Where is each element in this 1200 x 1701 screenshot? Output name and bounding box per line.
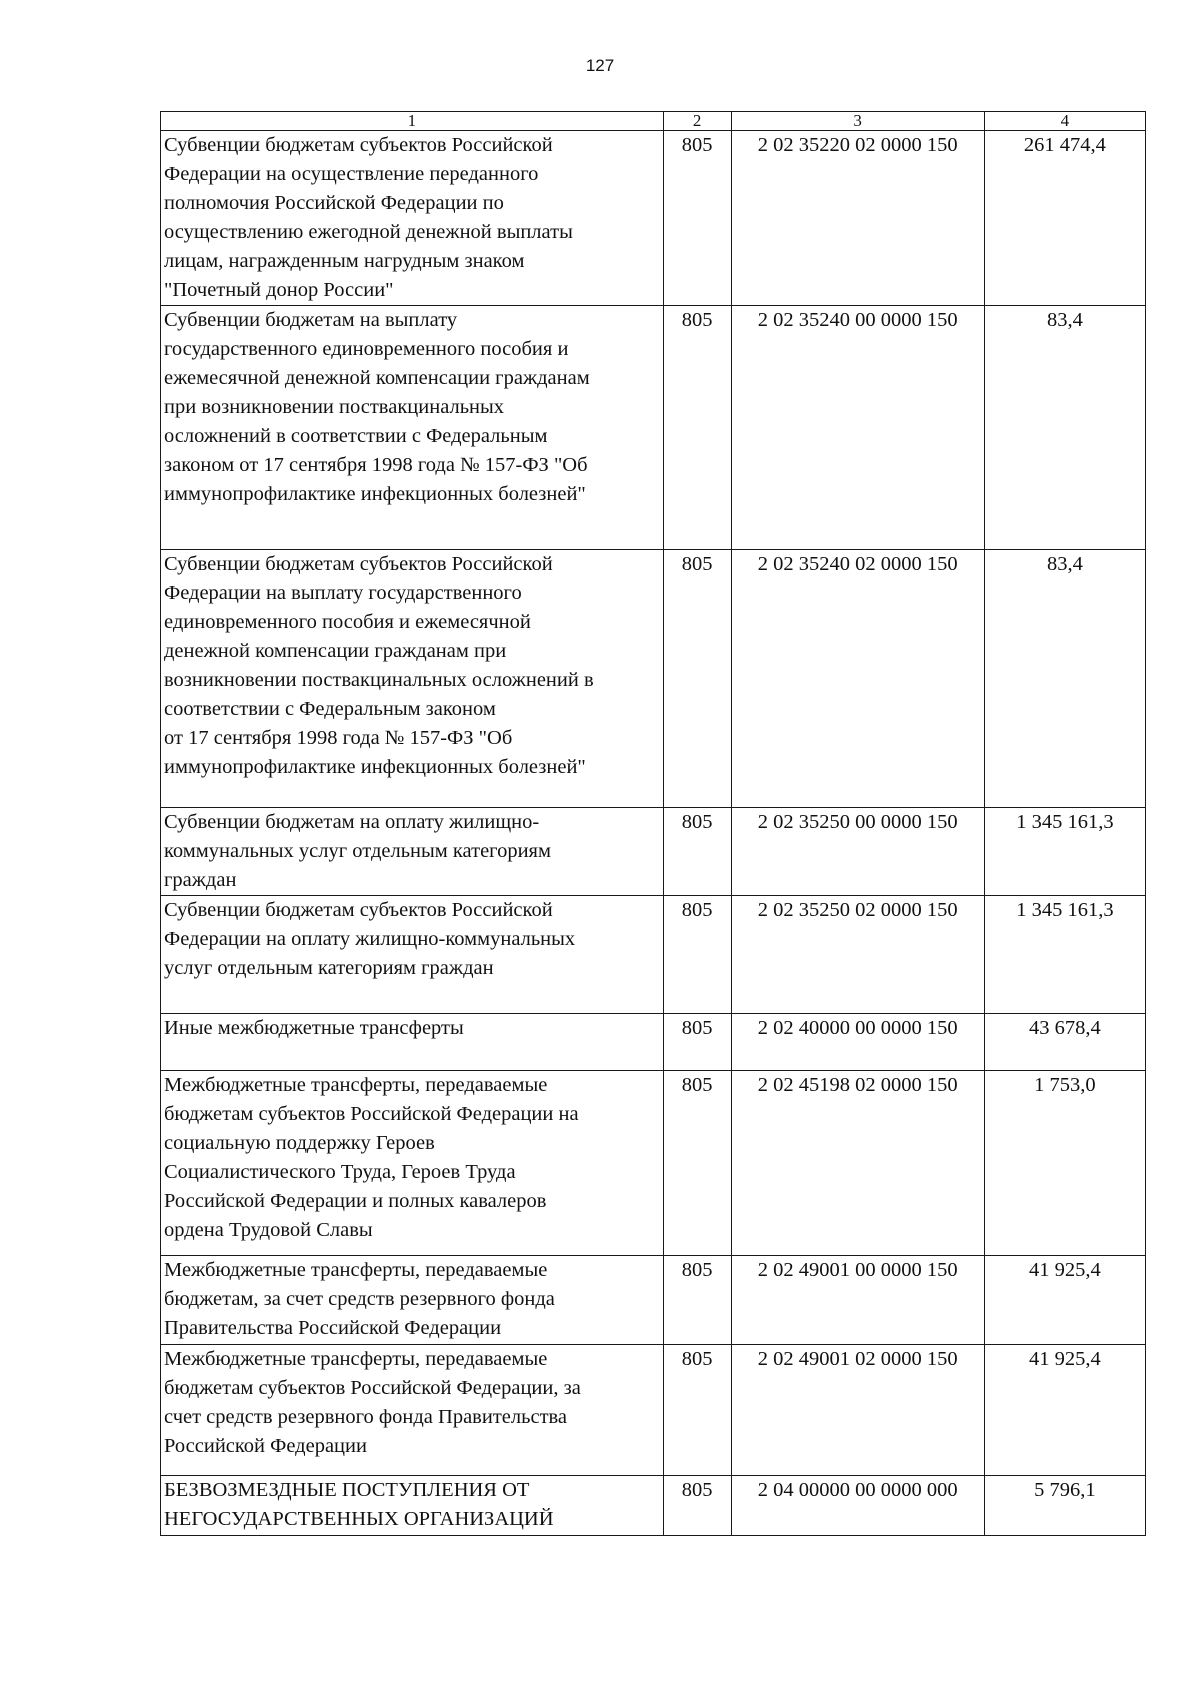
row-name: БЕЗВОЗМЕЗДНЫЕ ПОСТУПЛЕНИЯ ОТ НЕГОСУДАРСТВЕННЫХ ОРГАНИЗАЦИЙ bbox=[161, 1476, 664, 1536]
row-name: Субвенции бюджетам субъектов Российской Федерации на осуществление переданного полномочия Российской Федерации по осуществлению ежегодной денежной выплаты лицам, награжденным нагрудным знаком "Почетный донор России" bbox=[161, 131, 664, 306]
row-budget-code: 2 02 49001 00 0000 150 bbox=[731, 1256, 984, 1345]
row-amount: 83,4 bbox=[984, 550, 1145, 808]
row-admin-code: 805 bbox=[663, 1476, 731, 1536]
row-amount: 41 925,4 bbox=[984, 1345, 1145, 1476]
table-row bbox=[161, 550, 1146, 808]
row-amount: 43 678,4 bbox=[984, 1014, 1145, 1071]
row-admin-code: 805 bbox=[663, 896, 731, 1014]
table-row bbox=[161, 306, 1146, 550]
table-row bbox=[161, 808, 1146, 896]
row-name: Субвенции бюджетам на выплату государственного единовременного пособия и ежемесячной денежной компенсации гражданам при возникновении поствакцинальных осложнений в соответствии с Федеральным законом от 17 сентября 1998 года № 157-ФЗ "Об иммунопрофилактике инфекционных болезней" bbox=[161, 306, 664, 550]
row-amount: 1 345 161,3 bbox=[984, 808, 1145, 896]
row-budget-code: 2 02 35220 02 0000 150 bbox=[731, 131, 984, 306]
row-budget-code: 2 02 40000 00 0000 150 bbox=[731, 1014, 984, 1071]
column-header-3: 3 bbox=[731, 112, 984, 131]
row-admin-code: 805 bbox=[663, 808, 731, 896]
row-amount: 261 474,4 bbox=[984, 131, 1145, 306]
table-row bbox=[161, 1476, 1146, 1536]
row-name: Межбюджетные трансферты, передаваемые бюджетам субъектов Российской Федерации на социальную поддержку Героев Социалистического Труда, Героев Труда Российской Федерации и полных кавалеров ордена Трудовой Славы bbox=[161, 1071, 664, 1256]
row-name: Субвенции бюджетам субъектов Российской Федерации на оплату жилищно-коммунальных услуг отдельным категориям граждан bbox=[161, 896, 664, 1014]
row-name: Иные межбюджетные трансферты bbox=[161, 1014, 664, 1071]
row-budget-code: 2 02 35250 00 0000 150 bbox=[731, 808, 984, 896]
row-admin-code: 805 bbox=[663, 306, 731, 550]
row-name: Субвенции бюджетам на оплату жилищно- коммунальных услуг отдельным категориям граждан bbox=[161, 808, 664, 896]
table-row bbox=[161, 896, 1146, 1014]
row-admin-code: 805 bbox=[663, 550, 731, 808]
row-budget-code: 2 02 35250 02 0000 150 bbox=[731, 896, 984, 1014]
row-admin-code: 805 bbox=[663, 131, 731, 306]
row-budget-code: 2 02 49001 02 0000 150 bbox=[731, 1345, 984, 1476]
row-admin-code: 805 bbox=[663, 1345, 731, 1476]
budget-table bbox=[160, 111, 1146, 1536]
row-amount: 83,4 bbox=[984, 306, 1145, 550]
header-row bbox=[161, 112, 1146, 131]
page-number: 127 bbox=[585, 56, 615, 75]
row-budget-code: 2 02 45198 02 0000 150 bbox=[731, 1071, 984, 1256]
row-amount: 1 345 161,3 bbox=[984, 896, 1145, 1014]
row-name: Субвенции бюджетам субъектов Российской Федерации на выплату государственного единовременного пособия и ежемесячной денежной компенсации гражданам при возникновении поствакцинальных осложнений в соответствии с Федеральным законом от 17 сентября 1998 года № 157-ФЗ "Об иммунопрофилактике инфекционных болезней" bbox=[161, 550, 664, 808]
row-name: Межбюджетные трансферты, передаваемые бюджетам, за счет средств резервного фонда Правительства Российской Федерации bbox=[161, 1256, 664, 1345]
row-budget-code: 2 02 35240 00 0000 150 bbox=[731, 306, 984, 550]
row-budget-code: 2 02 35240 02 0000 150 bbox=[731, 550, 984, 808]
row-amount: 41 925,4 bbox=[984, 1256, 1145, 1345]
column-header-2: 2 bbox=[663, 112, 731, 131]
row-admin-code: 805 bbox=[663, 1071, 731, 1256]
row-admin-code: 805 bbox=[663, 1014, 731, 1071]
column-header-1: 1 bbox=[161, 112, 664, 131]
row-budget-code: 2 04 00000 00 0000 000 bbox=[731, 1476, 984, 1536]
row-admin-code: 805 bbox=[663, 1256, 731, 1345]
table-row bbox=[161, 131, 1146, 306]
column-header-4: 4 bbox=[984, 112, 1145, 131]
row-amount: 5 796,1 bbox=[984, 1476, 1145, 1536]
table-row bbox=[161, 1014, 1146, 1071]
table-row bbox=[161, 1071, 1146, 1256]
row-amount: 1 753,0 bbox=[984, 1071, 1145, 1256]
table-row bbox=[161, 1345, 1146, 1476]
row-name: Межбюджетные трансферты, передаваемые бюджетам субъектов Российской Федерации, за счет средств резервного фонда Правительства Российской Федерации bbox=[161, 1345, 664, 1476]
table-row bbox=[161, 1256, 1146, 1345]
